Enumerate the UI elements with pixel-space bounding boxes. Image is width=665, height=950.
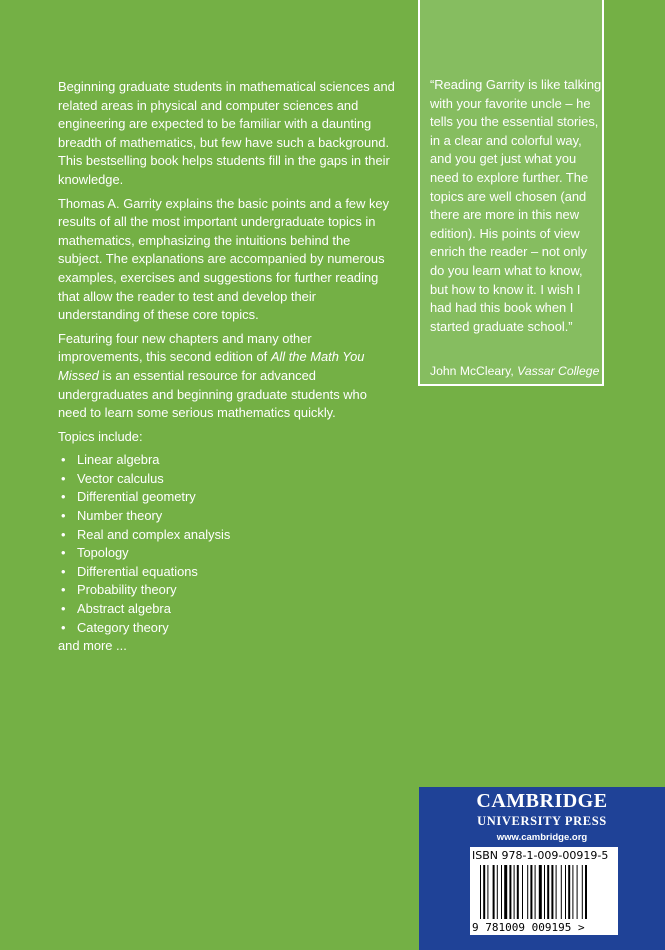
topics-list: [58, 451, 398, 637]
barcode-graphic: [470, 863, 618, 935]
topic-item: • Probability theory: [58, 581, 398, 600]
barcode-bar: [509, 865, 511, 919]
barcode-bar: [565, 865, 566, 919]
barcode-bar: [585, 865, 587, 919]
barcode-bar: [577, 865, 578, 919]
barcode-bar: [487, 865, 488, 919]
barcode-bar: [497, 865, 498, 919]
description-paragraph-2: Thomas A. Garrity explains the basic points and a few key results of all the most important undergraduate topics in mathematics, emphasizing the intuitions behind the subject. The explanations are accompanied by numerous examples, exercises and suggestions for further reading that allow the reader to test and develop their understanding of these core topics.: [58, 195, 390, 323]
barcode-bar: [522, 865, 523, 919]
barcode-bar: [544, 865, 545, 919]
isbn-barcode: [470, 847, 618, 935]
topic-item: • Vector calculus: [58, 470, 398, 489]
barcode-bar: [582, 865, 583, 919]
review-quote-box: [418, 0, 604, 386]
topic-item: • Linear algebra: [58, 451, 398, 470]
barcode-bar: [535, 865, 536, 919]
barcode-bar: [539, 865, 542, 919]
book-title: All the Math You Missed: [58, 349, 365, 383]
quote-affiliation: Vassar College: [517, 364, 600, 378]
barcode-bars: [480, 865, 587, 919]
barcode-bar: [501, 865, 502, 919]
barcode-bar: [551, 865, 553, 919]
publisher-subtitle: UNIVERSITY PRESS: [477, 814, 607, 828]
description-paragraph-1: Beginning graduate students in mathematical sciences and related areas in physical and computer sciences and engineering are expected to be familiar with a daunting breadth of mathematics, but few have such a background. This bestselling book helps students fill in the gaps in their knowledge.: [58, 79, 395, 187]
barcode-bar: [568, 865, 570, 919]
topic-item: • Differential geometry: [58, 488, 398, 507]
barcode-bar: [572, 865, 573, 919]
topics-heading: Topics include:: [58, 428, 143, 444]
quote-attribution: [430, 364, 599, 378]
quote-author: John McCleary,: [430, 364, 514, 378]
topic-item: • Abstract algebra: [58, 600, 398, 619]
barcode-bar: [493, 865, 495, 919]
barcode-bar: [530, 865, 532, 919]
barcode-bar: [561, 865, 562, 919]
featuring-text-end: is an essential resource for advanced undergraduates and beginning graduate students who need to learn some serious mathematics quickly.: [58, 367, 367, 421]
barcode-bar: [480, 865, 481, 919]
topics-more: and more ...: [58, 638, 127, 654]
barcode-digits: 9 781009 009195 >: [472, 921, 585, 934]
review-quote: “Reading Garrity is like talking with your favorite uncle – he tells you the essential stories, in a clear and colorful way, and you get just what you need to explore further. The topics are well chosen (and there are more in this new edition). His points of view enrich the reader – not only do you learn what to know, but how to know it. I wish I had had this book when I started graduate school.”: [430, 77, 602, 334]
featuring-text: Featuring four new chapters and many other improvements, this second edition of: [58, 330, 312, 365]
back-cover-description: [58, 78, 398, 661]
topic-item: • Real and complex analysis: [58, 526, 398, 545]
barcode-bar: [517, 865, 519, 919]
topic-item: • Category theory: [58, 619, 398, 638]
isbn-label: ISBN 978-1-009-00919-5: [472, 849, 609, 862]
barcode-bar: [504, 865, 507, 919]
topic-item: • Topology: [58, 544, 398, 563]
barcode-bar: [556, 865, 557, 919]
barcode-bar: [514, 865, 515, 919]
topic-item: • Number theory: [58, 507, 398, 526]
barcode-bar: [527, 865, 528, 919]
publisher-name: CAMBRIDGE: [476, 790, 608, 812]
publisher-url: www.cambridge.org: [496, 832, 588, 843]
barcode-bar: [547, 865, 549, 919]
barcode-bar: [483, 865, 485, 919]
description-paragraph-3: [58, 330, 398, 423]
topic-item: • Differential equations: [58, 563, 398, 582]
